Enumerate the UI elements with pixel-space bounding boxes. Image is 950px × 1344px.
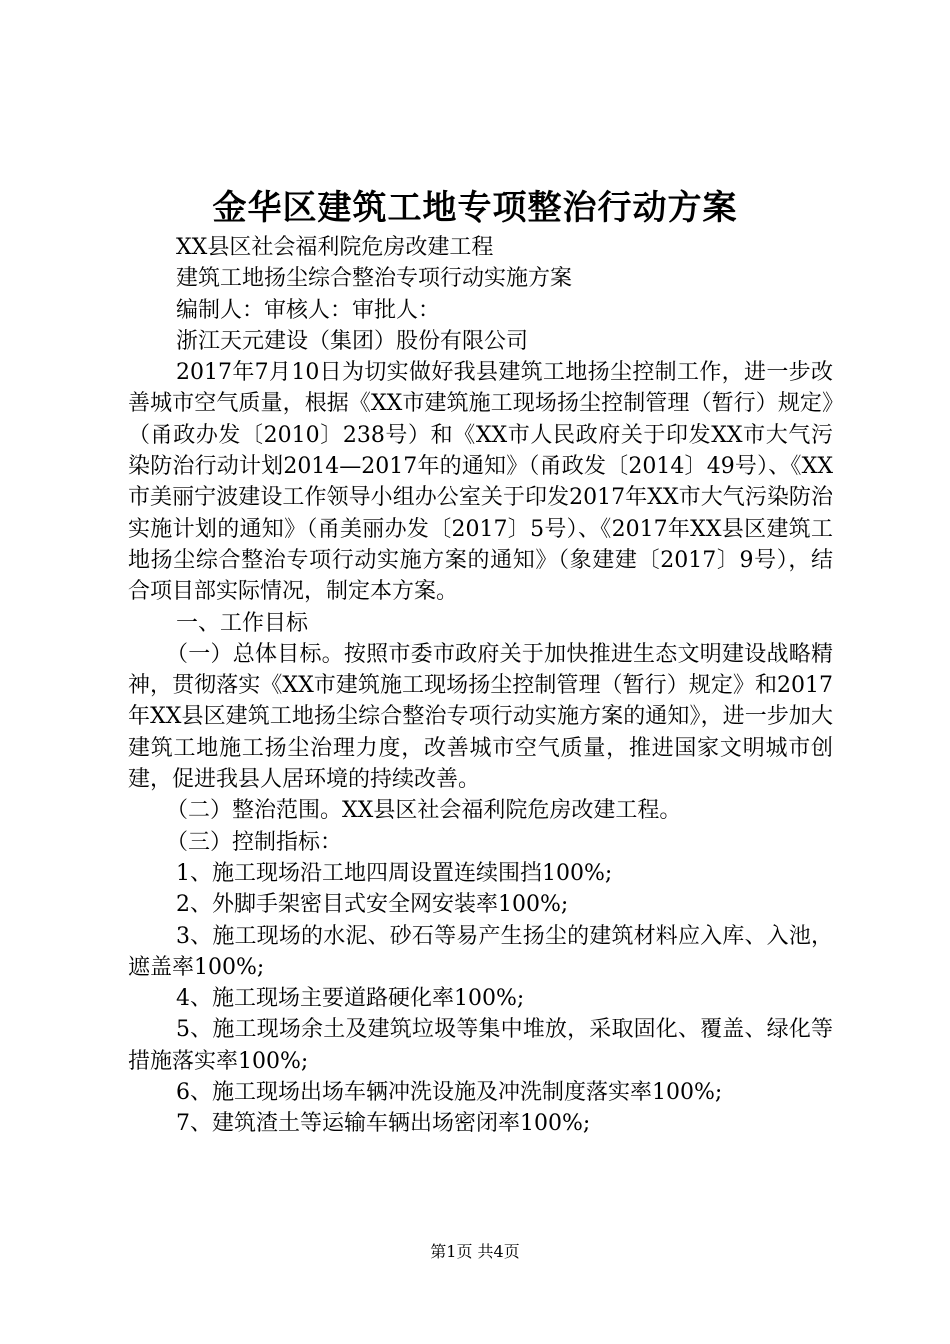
- list-item: 7、建筑渣土等运输车辆出场密闭率100%;: [176, 1111, 591, 1137]
- section-heading-work-goals: 一、工作目标: [176, 610, 309, 636]
- page-footer: 第1页 共4页: [430, 1242, 520, 1261]
- list-item: 4、施工现场主要道路硬化率100%;: [176, 986, 525, 1012]
- paragraph-project-name: XX县区社会福利院危房改建工程: [176, 235, 494, 260]
- list-item: 1、施工现场沿工地四周设置连续围挡100%;: [176, 860, 613, 886]
- page-title: 金华区建筑工地专项整治行动方案: [212, 188, 738, 228]
- paragraph-overall-goal: （一）总体目标。按照市委市政府关于加快推进生态文明建设战略精神，贯彻落实《XX市建筑施工现场扬尘控制管理（暂行）规定》和2017年XX县区建筑工地扬尘综合整治专项行动实施方案的通知》，进一步加大建筑工地施工扬尘治理力度，改善城市空气质量，推进国家文明城市创建，促进我县人居环境的持续改善。: [128, 641, 833, 793]
- paragraph-intro: 2017年7月10日为切实做好我县建筑工地扬尘控制工作，进一步改善城市空气质量，根据《XX市建筑施工现场扬尘控制管理（暂行）规定》（甬政办发〔2010〕238号）和《XX市人民政府关于印发XX市大气污染防治行动计划2014—2017年的通知》（甬政发〔2014〕49号）、《XX市美丽宁波建设工作领导小组办公室关于印发2017年XX市大气污染防治实施计划的通知》（甬美丽办发〔2017〕5号）、《2017年XX县区建筑工地扬尘综合整治专项行动实施方案的通知》（象建建〔2017〕9号），结合项目部实际情况，制定本方案。: [128, 360, 833, 605]
- list-item: 2、外脚手架密目式安全网安装率100%;: [176, 892, 569, 918]
- list-item: 5、施工现场余土及建筑垃圾等集中堆放，采取固化、覆盖、绿化等措施落实率100%;: [128, 1017, 833, 1074]
- list-item: 3、施工现场的水泥、砂石等易产生扬尘的建筑材料应入库、入池，遮盖率100%;: [128, 923, 833, 980]
- document-body: [128, 232, 833, 1140]
- paragraph-scope: （二）整治范围。XX县区社会福利院危房改建工程。: [166, 798, 682, 824]
- list-item: 6、施工现场出场车辆冲洗设施及冲洗制度落实率100%;: [176, 1080, 723, 1106]
- paragraph-company: 浙江天元建设（集团）股份有限公司: [176, 328, 529, 354]
- paragraph-plan-name: 建筑工地扬尘综合整治专项行动实施方案: [176, 266, 573, 292]
- paragraph-signatories: 编制人：审核人：审批人：: [176, 297, 441, 323]
- paragraph-indicators-heading: （三）控制指标：: [166, 829, 343, 855]
